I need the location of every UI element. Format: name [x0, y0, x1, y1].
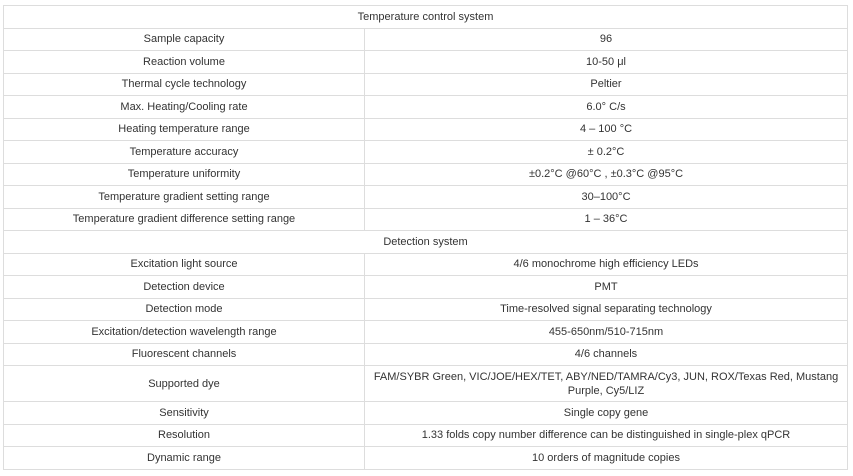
table-row — [4, 298, 848, 321]
table-row — [4, 141, 848, 164]
table-row — [4, 253, 848, 276]
spec-label: Heating temperature range — [4, 118, 365, 141]
table-row — [4, 208, 848, 231]
spec-label: Supported dye — [4, 366, 365, 402]
spec-value: 4/6 monochrome high efficiency LEDs — [365, 253, 848, 276]
section-title: Detection system — [4, 231, 848, 254]
section-header-row — [4, 6, 848, 29]
spec-label: Temperature gradient difference setting range — [4, 208, 365, 231]
table-row — [4, 186, 848, 209]
spec-value: 10-50 μl — [365, 51, 848, 74]
spec-label: Detection mode — [4, 298, 365, 321]
spec-label: Detection device — [4, 276, 365, 299]
spec-value: Single copy gene — [365, 402, 848, 425]
spec-label: Resolution — [4, 424, 365, 447]
spec-value: 6.0° C/s — [365, 96, 848, 119]
table-row — [4, 321, 848, 344]
spec-value: Peltier — [365, 73, 848, 96]
spec-value: 1.33 folds copy number difference can be distinguished in single-plex qPCR — [365, 424, 848, 447]
spec-label: Sample capacity — [4, 28, 365, 51]
section-header-row — [4, 231, 848, 254]
table-row — [4, 96, 848, 119]
spec-value: ± 0.2°C — [365, 141, 848, 164]
spec-table — [3, 5, 848, 470]
spec-label: Temperature uniformity — [4, 163, 365, 186]
spec-label: Reaction volume — [4, 51, 365, 74]
table-row — [4, 447, 848, 470]
table-row — [4, 118, 848, 141]
spec-label: Max. Heating/Cooling rate — [4, 96, 365, 119]
table-row — [4, 51, 848, 74]
spec-value: 96 — [365, 28, 848, 51]
spec-label: Fluorescent channels — [4, 343, 365, 366]
spec-label: Dynamic range — [4, 447, 365, 470]
spec-value: PMT — [365, 276, 848, 299]
spec-label: Excitation light source — [4, 253, 365, 276]
spec-value: 30–100°C — [365, 186, 848, 209]
spec-label: Temperature accuracy — [4, 141, 365, 164]
spec-value: 455-650nm/510-715nm — [365, 321, 848, 344]
spec-value: 4/6 channels — [365, 343, 848, 366]
table-row — [4, 276, 848, 299]
table-row — [4, 366, 848, 402]
spec-label: Excitation/detection wavelength range — [4, 321, 365, 344]
table-row — [4, 424, 848, 447]
table-row — [4, 73, 848, 96]
spec-label: Thermal cycle technology — [4, 73, 365, 96]
spec-value: FAM/SYBR Green, VIC/JOE/HEX/TET, ABY/NED/TAMRA/Cy3, JUN, ROX/Texas Red, Mustang Purple, Cy5/LIZ — [365, 366, 848, 402]
table-row — [4, 28, 848, 51]
table-row — [4, 402, 848, 425]
spec-value: ±0.2°C @60°C , ±0.3°C @95°C — [365, 163, 848, 186]
section-title: Temperature control system — [4, 6, 848, 29]
spec-value: 10 orders of magnitude copies — [365, 447, 848, 470]
spec-label: Temperature gradient setting range — [4, 186, 365, 209]
spec-value: Time-resolved signal separating technology — [365, 298, 848, 321]
table-row — [4, 343, 848, 366]
table-row — [4, 163, 848, 186]
spec-value: 4 – 100 °C — [365, 118, 848, 141]
spec-value: 1 – 36°C — [365, 208, 848, 231]
spec-label: Sensitivity — [4, 402, 365, 425]
